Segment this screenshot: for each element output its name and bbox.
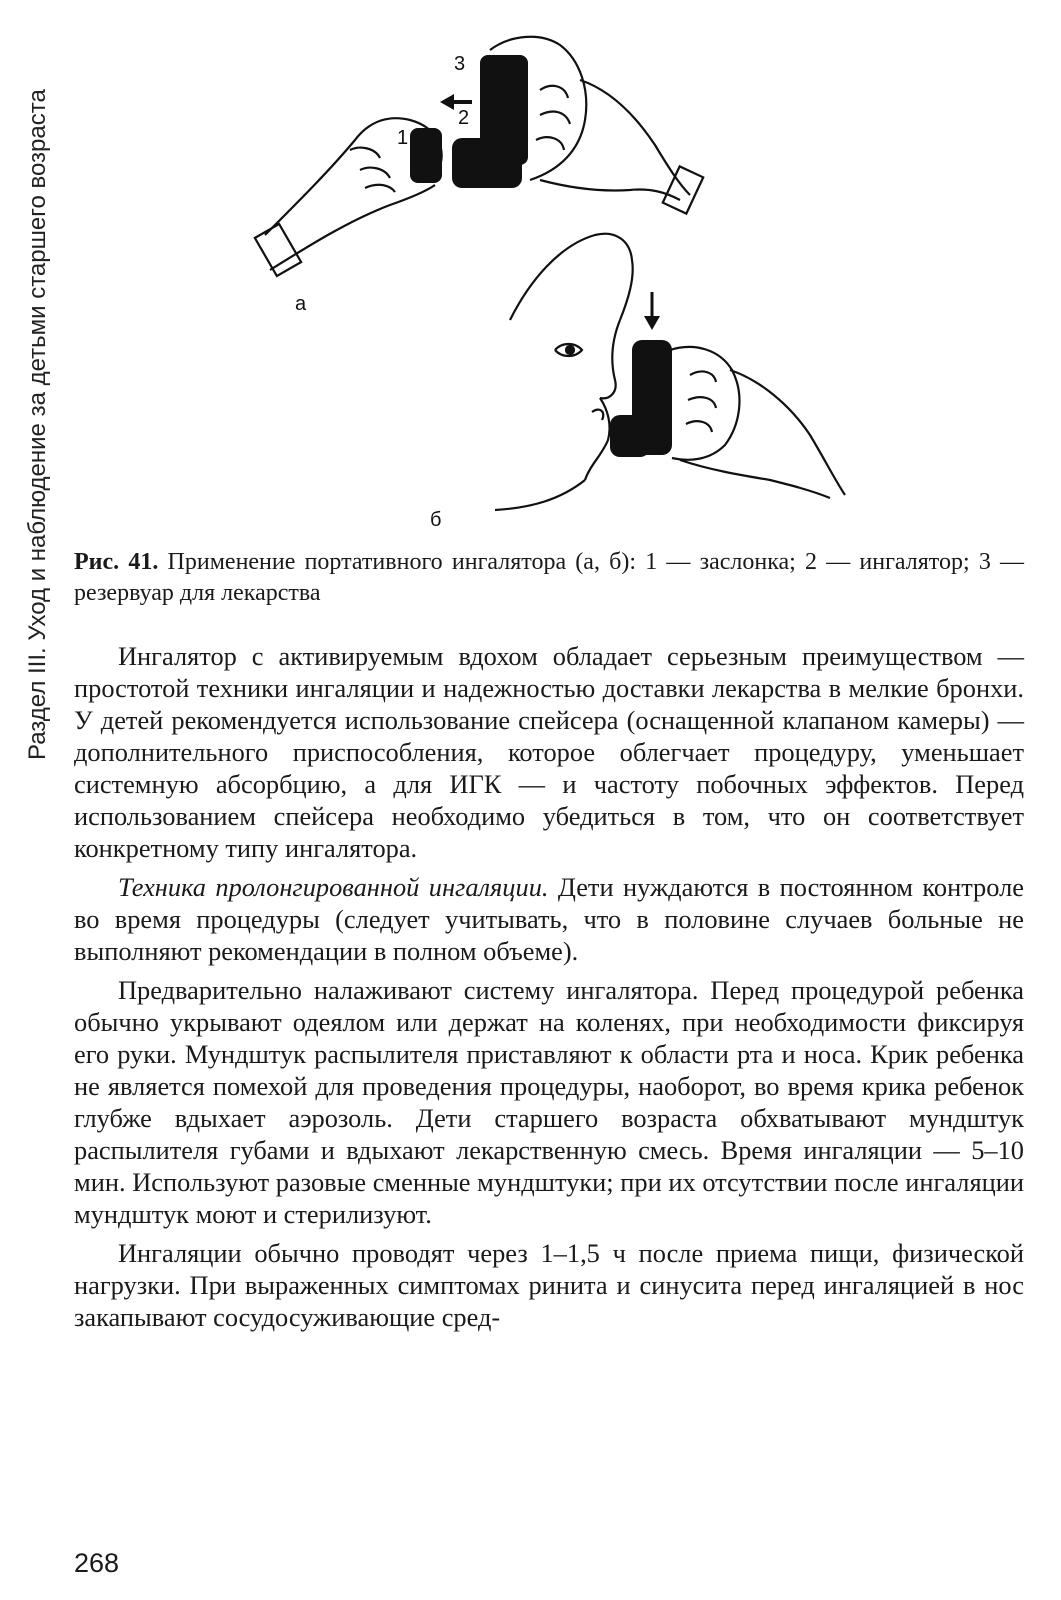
child-head-illustration [495, 234, 633, 510]
page-number: 268 [74, 1548, 120, 1578]
caption-label: Рис. 41. [74, 549, 159, 575]
figure-41 [240, 20, 880, 540]
figure-caption [74, 547, 1024, 609]
inhaler-canister [480, 55, 528, 165]
inhaler-illustration [240, 20, 880, 540]
paragraph-2 [74, 871, 1024, 967]
helper-hand-illustration [670, 347, 845, 498]
caption-text: Применение портативного ингалятора (а, б): 1 — заслонка; 2 — ингалятор; 3 — резервуар для лекарства [74, 549, 1025, 606]
inhaler-cap [410, 128, 442, 183]
paragraph-2-heading: Техника пролонгированной ингаляции. [118, 872, 549, 902]
label-3: 3 [454, 53, 466, 75]
label-b: б [430, 509, 442, 531]
inhaler-mouthpiece [610, 415, 650, 457]
paragraph-1: Ингалятор с активируемым вдохом обладает серьезным преимуществом — простотой техники ингаляции и надежностью доставки лекарства в мелкие бронхи. У детей рекомендуется использование спейсера (оснащенной клапаном камеры) — дополнительного приспособления, которое облегчает процедуру, уменьшает системную абсорбцию, а для ИГК — и частоту побочных эффектов. Перед использованием спейсера необходимо убедиться в том, что он соответствует конкретному типу ингалятора. [74, 641, 1024, 863]
section-header: Раздел III. Уход и наблюдение за детьми старшего возраста [24, 89, 51, 760]
main-text [74, 640, 1024, 1340]
label-1: 1 [397, 127, 409, 149]
paragraph-3: Предварительно налаживают систему ингалятора. Перед процедурой ребенка обычно укрывают одеялом или держат на коленях, при необходимости фиксируя его руки. Мундштук распылителя приставляют к области рта и носа. Крик ребенка не является помехой для проведения процедуры, наоборот, во время крика ребенок глубже вдыхает аэрозоль. Дети старшего возраста обхватывают мундштук распылителя губами и вдыхают лекарственную смесь. Время ингаляции — 5–10 мин. Используют разовые сменные мундштуки; при их отсутствии после ингаляции мундштук моют и стерилизуют. [74, 975, 1024, 1229]
arrow-down-icon [644, 292, 660, 330]
label-a: а [295, 293, 307, 315]
paragraph-4: Ингаляции обычно проводят через 1–1,5 ч после приема пищи, физической нагрузки. При выраженных симптомах ринита и синусита перед ингаляцией в нос закапывают сосудосуживающие сред- [74, 1238, 1024, 1332]
paragraph-2-text: Дети нуждаются в постоянном контроле во время процедуры (следует учитывать, что в половине случаев больные не выполняют рекомендации в полном объеме). [74, 872, 1024, 966]
label-2: 2 [458, 107, 470, 129]
